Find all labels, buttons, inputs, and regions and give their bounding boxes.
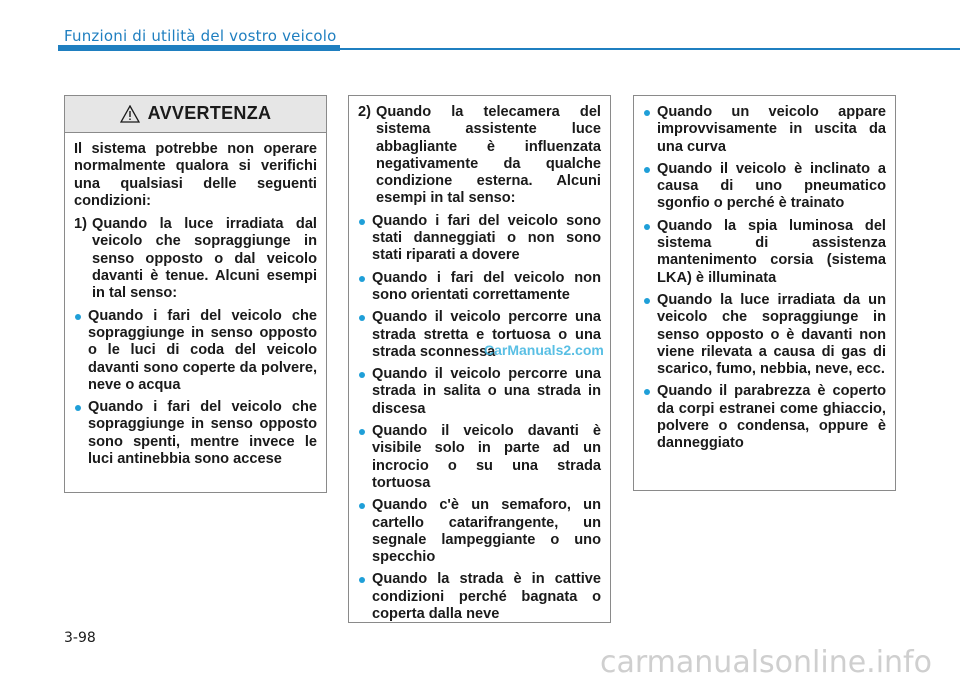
list-item: Quando i fari del veicolo che sopraggiunge in senso opposto o le luci di coda del veicolo davanti sono coperte da polvere, neve o acqua	[74, 308, 317, 394]
numbered-item	[74, 216, 317, 302]
page-number: 3-98	[64, 630, 96, 646]
warning-triangle-icon	[120, 105, 140, 123]
list-item: Quando la spia luminosa del sistema di assistenza mantenimento corsia (sistema LKA) è illuminata	[643, 218, 886, 287]
bullet-list	[74, 308, 317, 469]
list-item: Quando il veicolo percorre una strada stretta e tortuosa o una strada sconnessa	[358, 309, 601, 361]
numbered-item	[358, 104, 601, 208]
list-item: Quando il veicolo davanti è visibile solo in parte ad un incrocio o su una strada tortuosa	[358, 423, 601, 492]
bullet-list	[643, 104, 886, 453]
footer-watermark: carmanualsonline.info	[600, 645, 932, 680]
section-title: Funzioni di utilità del vostro veicolo	[64, 27, 337, 45]
header-rule	[340, 48, 960, 50]
watermark-text: CarManuals2.com	[484, 342, 604, 358]
warning-title: AVVERTENZA	[147, 103, 272, 124]
condition-box-3	[633, 95, 896, 491]
list-item: Quando c'è un semaforo, un cartello catarifrangente, un segnale lampeggiante o uno specchio	[358, 497, 601, 566]
item-text: Quando la luce irradiata dal veicolo che sopraggiunge in senso opposto o dal veicolo davanti è tenue. Alcuni esempi in tal senso:	[92, 216, 317, 302]
list-item: Quando la strada è in cattive condizioni perché bagnata o coperta dalla neve	[358, 571, 601, 623]
list-item: Quando i fari del veicolo sono stati danneggiati o non sono stati riparati a dovere	[358, 213, 601, 265]
list-item: Quando il parabrezza è coperto da corpi estranei come ghiaccio, polvere o condensa, oppure è danneggiato	[643, 383, 886, 452]
condition-box-2	[348, 95, 611, 623]
item-number: 2)	[358, 104, 371, 120]
list-item: Quando il veicolo è inclinato a causa di uno pneumatico sgonfio o perché è trainato	[643, 161, 886, 213]
warning-header	[65, 96, 326, 133]
list-item: Quando un veicolo appare improvvisamente in uscita da una curva	[643, 104, 886, 156]
header-accent-bar	[58, 45, 340, 51]
warning-intro: Il sistema potrebbe non operare normalmente qualora si verifichi una qualsiasi delle seguenti condizioni:	[74, 141, 317, 209]
list-item: Quando i fari del veicolo non sono orientati correttamente	[358, 270, 601, 305]
bullet-list	[358, 213, 601, 624]
warning-box	[64, 95, 327, 493]
list-item: Quando la luce irradiata da un veicolo che sopraggiunge in senso opposto o è davanti non viene rilevata a causa di gas di scarico, fumo, nebbia, neve, ecc.	[643, 292, 886, 378]
item-number: 1)	[74, 216, 87, 233]
list-item: Quando il veicolo percorre una strada in salita o una strada in discesa	[358, 366, 601, 418]
list-item: Quando i fari del veicolo che sopraggiunge in senso opposto sono spenti, mentre invece le luci antinebbia sono accese	[74, 399, 317, 468]
item-text: Quando la telecamera del sistema assistente luce abbagliante è influenzata negativamente da qualche condizione esterna. Alcuni esempi in tal senso:	[376, 104, 601, 207]
